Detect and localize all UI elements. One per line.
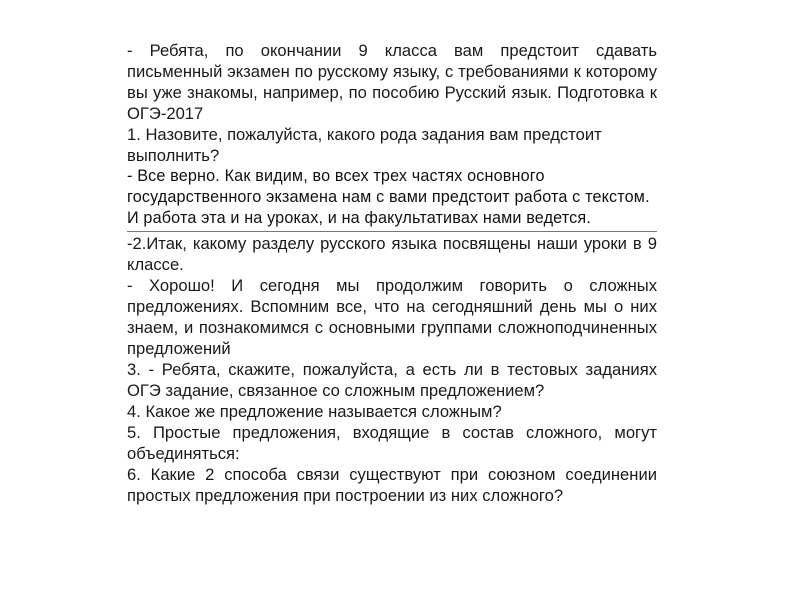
paragraph-answer-1: - Все верно. Как видим, во всех трех частях основного государственного экзамена нам с вами предстоит работа с текстом. И работа эта и на уроках, и на факультативах нами ведется. <box>127 167 650 227</box>
paragraph-question-2: -2.Итак, какому разделу русского языка посвящены наши уроки в 9 классе. <box>127 234 657 274</box>
paragraph-question-1: 1. Назовите, пожалуйста, какого рода задания вам предстоит выполнить? <box>127 125 602 165</box>
document-text <box>127 40 657 506</box>
paragraph-question-4: 4. Какое же предложение называется сложным? <box>127 402 502 421</box>
paragraph-answer-2: - Хорошо! И сегодня мы продолжим говорить о сложных предложениях. Вспомним все, что на сегодняшний день мы о них знаем, и познакомимся с основными группами сложноподчиненных предложений <box>127 276 657 358</box>
paragraph-question-6: 6. Какие 2 способа связи существуют при союзном соединении простых предложения при построении из них сложного? <box>127 465 657 505</box>
paragraph-question-5: 5. Простые предложения, входящие в состав сложного, могут объединяться: <box>127 423 657 463</box>
paragraph-question-3: 3. - Ребята, скажите, пожалуйста, а есть ли в тестовых заданиях ОГЭ задание, связанное со сложным предложением? <box>127 360 657 400</box>
divider-line <box>127 231 657 232</box>
paragraph-intro: - Ребята, по окончании 9 класса вам предстоит сдавать письменный экзамен по русскому языку, с требованиями к которому вы уже знакомы, например, по пособию Русский язык. Подготовка к ОГЭ-2017 <box>127 41 657 123</box>
